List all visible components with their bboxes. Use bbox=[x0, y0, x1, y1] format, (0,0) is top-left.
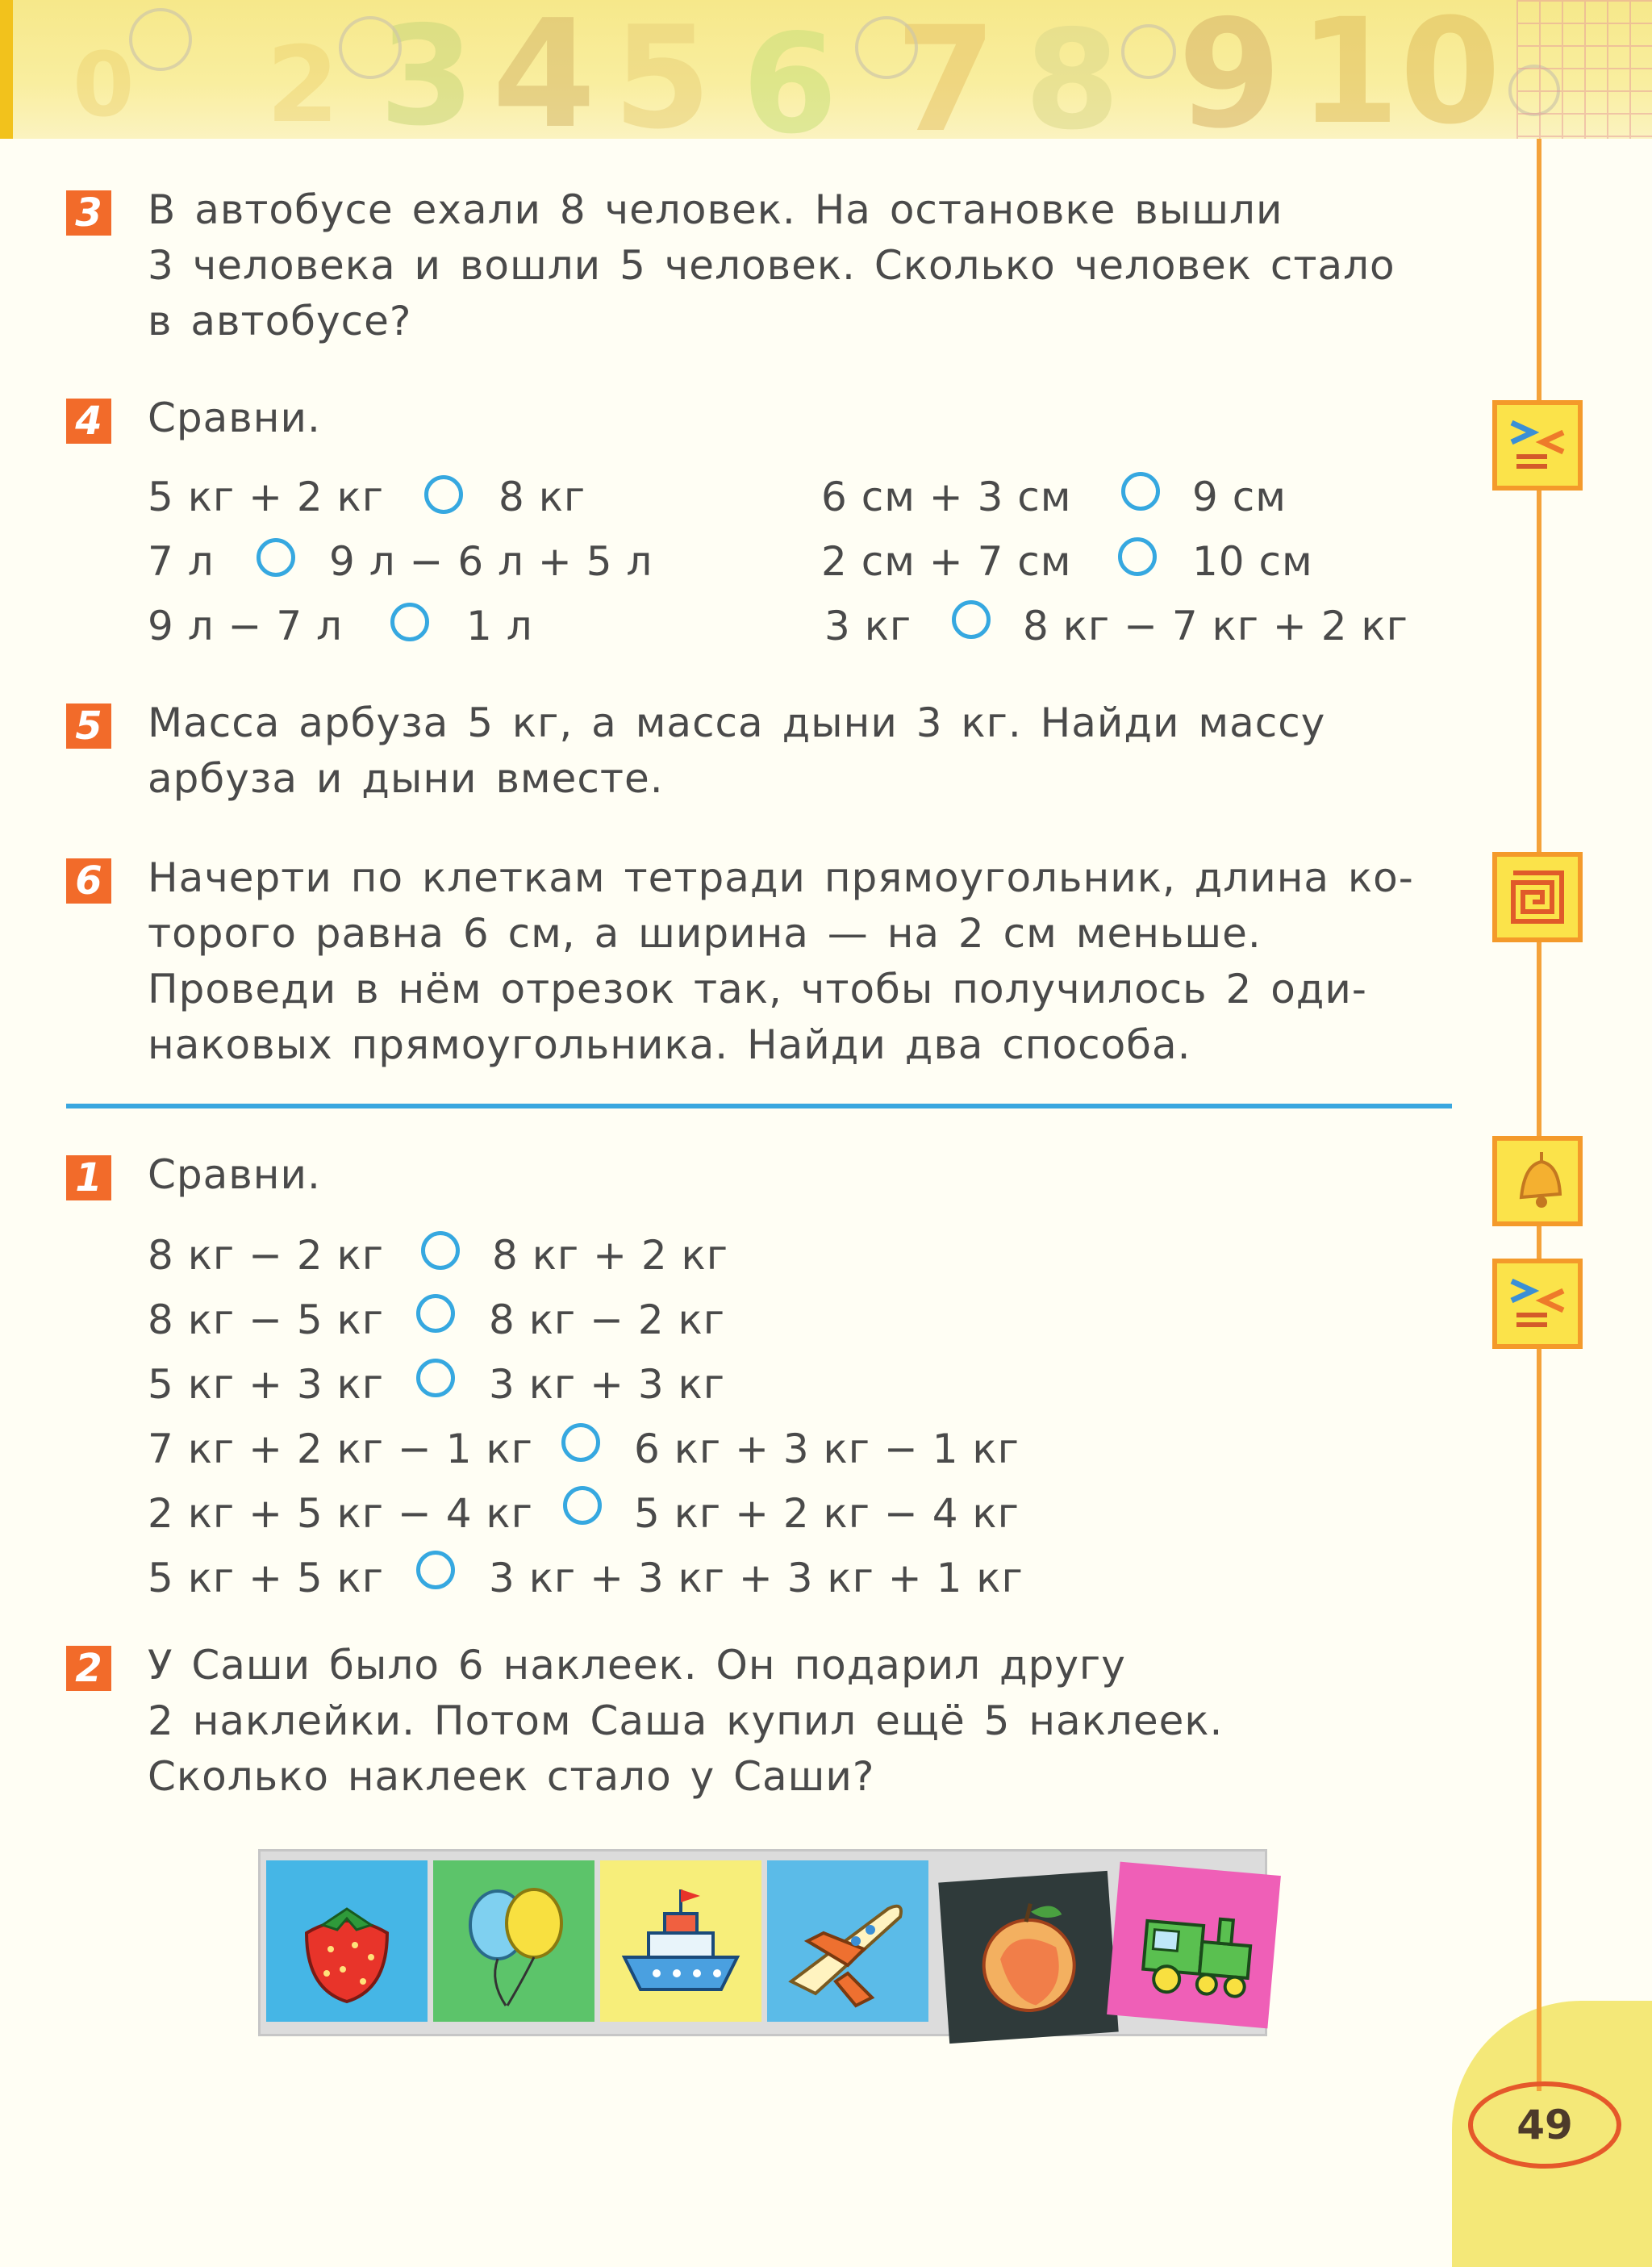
compare-circle[interactable] bbox=[563, 1486, 602, 1525]
exercise-number: 3 bbox=[66, 190, 111, 236]
header-digit: 0 bbox=[73, 33, 135, 136]
text-line: Проведи в нём отрезок так, чтобы получилось 2 оди- bbox=[148, 966, 1367, 1012]
exercise-title: Сравни. bbox=[148, 395, 321, 441]
compare-sign-icon bbox=[1492, 1259, 1583, 1349]
text-line: 3 человека и вошли 5 человек. Сколько человек стало bbox=[148, 242, 1395, 289]
compare-left: 7 л bbox=[148, 538, 215, 585]
header-circle bbox=[339, 16, 402, 79]
compare-right: 8 кг − 7 кг + 2 кг bbox=[1023, 603, 1408, 649]
compare-left: 6 см + 3 см bbox=[821, 474, 1072, 520]
compare-circle[interactable] bbox=[561, 1423, 600, 1462]
balloons-icon bbox=[433, 1860, 594, 2022]
compare-right: 1 л bbox=[466, 603, 533, 649]
compare-right: 5 кг + 2 кг − 4 кг bbox=[634, 1490, 1020, 1537]
train-icon bbox=[1107, 1862, 1281, 2029]
compare-right: 9 л − 6 л + 5 л bbox=[329, 538, 653, 585]
header-circle bbox=[1121, 24, 1176, 79]
sticker-train bbox=[1107, 1862, 1281, 2029]
compare-left: 9 л − 7 л bbox=[148, 603, 344, 649]
exercise-2-text bbox=[148, 1638, 1448, 1805]
compare-right: 10 см bbox=[1192, 538, 1313, 585]
compare-left: 5 кг + 5 кг bbox=[148, 1555, 385, 1601]
text-line: У Саши было 6 наклеек. Он подарил другу bbox=[148, 1642, 1126, 1689]
compare-circle[interactable] bbox=[390, 603, 429, 641]
sticker-ship bbox=[600, 1860, 761, 2022]
compare-right: 3 кг + 3 кг bbox=[489, 1361, 726, 1408]
text-line: в автобусе? bbox=[148, 298, 412, 344]
header-grid bbox=[1516, 0, 1652, 139]
spiral-maze-icon bbox=[1492, 852, 1583, 942]
compare-circle[interactable] bbox=[952, 600, 991, 639]
text-line: Масса арбуза 5 кг, а масса дыни 3 кг. Найди массу bbox=[148, 699, 1326, 746]
page-number: 49 bbox=[1468, 2081, 1621, 2169]
sticker-balloons bbox=[433, 1860, 594, 2022]
compare-left: 3 кг bbox=[824, 603, 912, 649]
header-band bbox=[0, 0, 1652, 139]
compare-circle[interactable] bbox=[421, 1231, 460, 1270]
text-line: арбуза и дыни вместе. bbox=[148, 755, 664, 802]
compare-left: 8 кг − 5 кг bbox=[148, 1296, 385, 1343]
compare-left: 8 кг − 2 кг bbox=[148, 1232, 385, 1279]
compare-right: 9 см bbox=[1192, 474, 1287, 520]
strawberry-icon bbox=[266, 1860, 428, 2022]
header-digit: 2 bbox=[266, 23, 340, 139]
compare-circle[interactable] bbox=[416, 1359, 455, 1397]
airplane-icon bbox=[767, 1860, 928, 2022]
apple-icon bbox=[938, 1871, 1118, 2044]
compare-right: 8 кг + 2 кг bbox=[492, 1232, 729, 1279]
compare-circle[interactable] bbox=[1121, 472, 1160, 511]
text-line: В автобусе ехали 8 человек. На остановке вышли bbox=[148, 186, 1283, 233]
exercise-number: 2 bbox=[66, 1646, 111, 1691]
compare-right: 3 кг + 3 кг + 3 кг + 1 кг bbox=[489, 1555, 1024, 1601]
compare-circle[interactable] bbox=[416, 1551, 455, 1589]
header-digit: 10 bbox=[1299, 0, 1501, 139]
compare-circle[interactable] bbox=[1118, 537, 1157, 576]
compare-sign-icon bbox=[1492, 400, 1583, 491]
exercise-3-text bbox=[148, 182, 1448, 349]
compare-circle[interactable] bbox=[257, 538, 295, 577]
compare-right: 8 кг bbox=[499, 474, 586, 520]
exercise-number: 1 bbox=[66, 1155, 111, 1200]
compare-right: 8 кг − 2 кг bbox=[489, 1296, 726, 1343]
header-circle bbox=[129, 8, 192, 71]
header-edge bbox=[0, 0, 13, 139]
exercise-5-text bbox=[148, 695, 1448, 807]
header-digit: 6 bbox=[742, 5, 838, 139]
exercise-6-text bbox=[148, 850, 1448, 1073]
text-line: торого равна 6 см, а ширина — на 2 см меньше. bbox=[148, 910, 1262, 957]
sticker-apple bbox=[938, 1871, 1118, 2044]
compare-left: 2 см + 7 см bbox=[821, 538, 1072, 585]
exercise-number: 6 bbox=[66, 858, 111, 904]
sticker-airplane bbox=[767, 1860, 928, 2022]
header-digit: 3 bbox=[379, 0, 475, 139]
compare-circle[interactable] bbox=[416, 1294, 455, 1333]
text-line: Сколько наклеек стало у Саши? bbox=[148, 1753, 875, 1800]
compare-left: 5 кг + 3 кг bbox=[148, 1361, 385, 1408]
ship-icon bbox=[600, 1860, 761, 2022]
header-circle bbox=[855, 16, 918, 79]
compare-left: 2 кг + 5 кг − 4 кг bbox=[148, 1490, 533, 1537]
header-digit: 7 bbox=[895, 0, 997, 139]
header-digit: 5 bbox=[613, 0, 711, 139]
compare-left: 7 кг + 2 кг − 1 кг bbox=[148, 1426, 533, 1472]
text-line: 2 наклейки. Потом Саша купил ещё 5 наклеек. bbox=[148, 1697, 1224, 1744]
compare-right: 6 кг + 3 кг − 1 кг bbox=[634, 1426, 1020, 1472]
compare-left: 5 кг + 2 кг bbox=[148, 474, 385, 520]
sticker-strawberry bbox=[266, 1860, 428, 2022]
section-divider bbox=[66, 1104, 1452, 1108]
compare-circle[interactable] bbox=[424, 475, 463, 514]
text-line: Начерти по клеткам тетради прямоугольник, длина ко- bbox=[148, 854, 1414, 901]
exercise-number: 4 bbox=[66, 399, 111, 444]
bell-icon bbox=[1492, 1136, 1583, 1226]
exercise-title: Сравни. bbox=[148, 1151, 321, 1198]
text-line: наковых прямоугольника. Найди два способа. bbox=[148, 1021, 1191, 1068]
exercise-number: 5 bbox=[66, 703, 111, 749]
header-digit: 8 bbox=[1024, 1, 1120, 139]
header-digit: 4 bbox=[492, 0, 596, 139]
header-digit: 9 bbox=[1178, 0, 1282, 139]
